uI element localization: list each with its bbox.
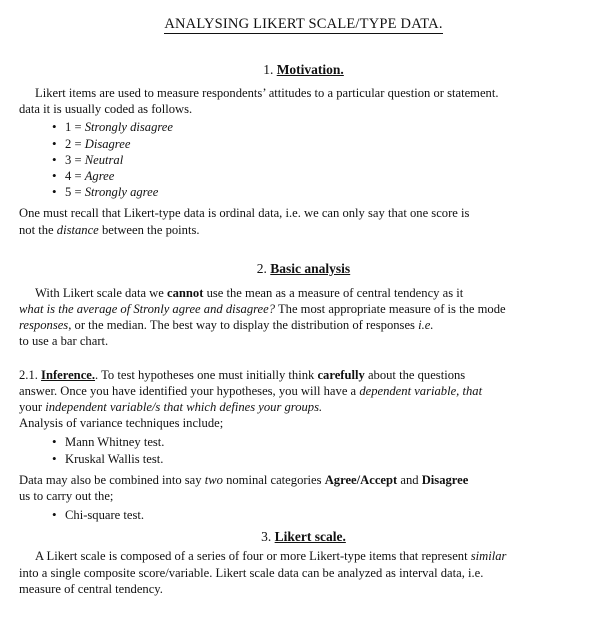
document-title	[19, 15, 588, 33]
s21-line-2: answer. Once you have identified your hypotheses, you will have a dependent variable, that	[19, 383, 483, 398]
list-item: • 4 = Agree	[52, 168, 588, 184]
list-item: • 3 = Neutral	[52, 152, 588, 168]
list-item: • Mann Whitney test.	[52, 434, 588, 450]
s2-line-4: to use a bar chart.	[19, 334, 109, 349]
s21-line-6: us to carry out the;	[19, 489, 114, 504]
chi-list	[19, 507, 588, 523]
section-1-heading: 1. Motivation.	[263, 62, 344, 77]
s2-line-2: what is the average of Stronly agree and disagree? The most appropriate measure of is the mode	[19, 302, 506, 317]
s1-recall-line-1: One must recall that Likert-type data is ordinal data, i.e. we can only say that one score is	[19, 206, 470, 221]
s1-recall-line-2: not the distance between the points.	[19, 222, 200, 237]
list-item: • 1 = Strongly disagree	[52, 119, 588, 135]
tests-list	[19, 434, 588, 466]
document-title-text: ANALYSING LIKERT SCALE/TYPE DATA.	[164, 16, 443, 32]
list-item: • 5 = Strongly agree	[52, 184, 588, 200]
section-3-heading: 3. Likert scale.	[261, 529, 346, 545]
s3-line-3: measure of central tendency.	[19, 581, 163, 596]
s2-line-1: With Likert scale data we cannot use the mean as a measure of central tendency as it	[35, 285, 464, 300]
section-21-title: Inference.	[41, 367, 96, 382]
list-item: • 2 = Disagree	[52, 136, 588, 152]
likert-codes-list	[19, 119, 588, 200]
section-3-title: Likert scale.	[274, 529, 346, 545]
s2-line-3: responses, or the median. The best way to display the distribution of responses i.e.	[19, 318, 434, 333]
s21-line-5: Data may also be combined into say two nominal categories Agree/Accept and Disagree	[19, 472, 469, 487]
s21-line-1: 2.1. Inference.. To test hypotheses one must initially think carefully about the questions	[19, 367, 466, 382]
section-2-title: Basic analysis	[270, 260, 351, 276]
list-item: • Chi-square test.	[52, 507, 588, 523]
s1-intro-2: data it is usually coded as follows.	[19, 102, 193, 117]
list-item: • Kruskal Wallis test.	[52, 451, 588, 467]
s21-line-3: your independent variable/s that which defines your groups.	[19, 400, 323, 415]
s1-intro: Likert items are used to measure respondents’ attitudes to a particular question or statement.	[35, 86, 499, 100]
s21-line-4: Analysis of variance techniques include;	[19, 416, 224, 431]
section-2-heading: 2. Basic analysis	[256, 260, 351, 276]
section-1-title: Motivation.	[276, 62, 344, 77]
s3-line-2: into a single composite score/variable. Likert scale data can be analyzed as interval data, i.e.	[19, 565, 484, 580]
s3-line-1: A Likert scale is composed of a series of four or more Likert-type items that represent similar	[35, 549, 507, 564]
